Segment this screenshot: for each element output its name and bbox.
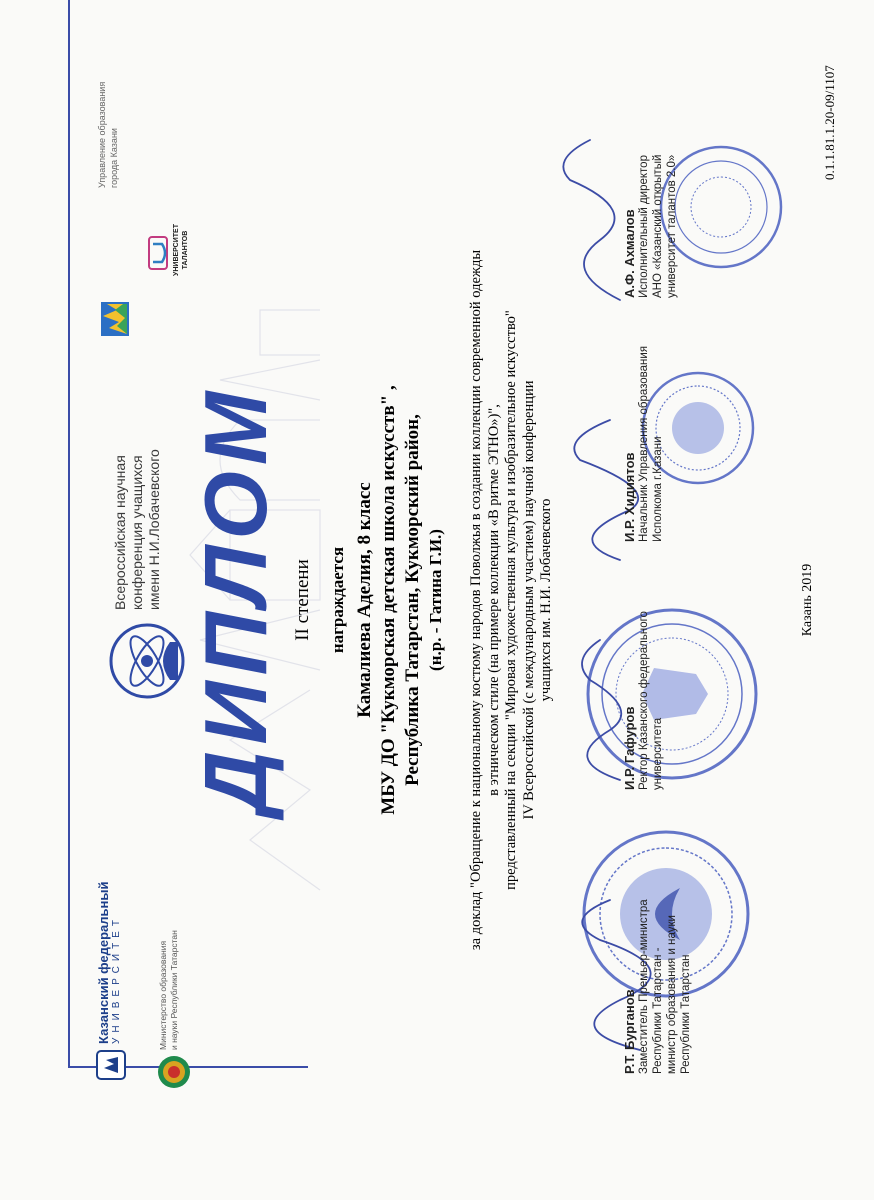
kazan-admin-line: Управление образования: [97, 81, 107, 188]
kfu-subtitle: УНИВЕРСИТЕТ: [111, 915, 122, 1044]
signer-title-line: университета: [652, 717, 664, 790]
ministry-line: и науки Республики Татарстан: [169, 930, 179, 1050]
signer-title-line: Ректор Казанского федерального: [638, 611, 650, 790]
recipient-name: Камалиева Аделия, 8 класс: [354, 482, 375, 718]
kfu-logo-icon: [96, 1050, 126, 1080]
conference-line: Всероссийская научная: [112, 455, 128, 610]
description-line: представленный на секции "Мировая художественная культура и изобразительное искусство": [503, 310, 519, 890]
supervisor: (н.р. - Гатина Г.И.): [426, 529, 445, 671]
signer-gafurov: [622, 611, 665, 790]
signer-name: И.Р. Гафуров: [622, 706, 637, 790]
signer-title-line: АНО «Казанский открытый: [652, 154, 664, 298]
signer-title-line: университет талантов 2.0»: [666, 154, 678, 298]
recipient-region: Республика Татарстан, Кукморский район,: [402, 414, 423, 786]
description-line: в этническом стиле (на примере коллекции «В ритме ЭТНО»)",: [485, 404, 502, 796]
ministry-line: Министерство образования: [158, 940, 168, 1050]
signer-title-line: Республики Татарстан: [680, 954, 692, 1074]
signer-title-line: Республики Татарстан -: [652, 947, 664, 1074]
recipient-organization: МБУ ДО "Кукморская детская школа искусств" ,: [378, 385, 399, 815]
frame-line-top: [68, 0, 70, 1068]
signer-title-line: Начальник Управления образования: [638, 345, 650, 542]
signer-title-line: Исполкома г.Казани: [652, 436, 664, 542]
description-line: за доклад "Обращение к национальному костюму народов Поволжья в создании коллекции современной одежды: [468, 249, 484, 951]
document-number: 0.1.1.81.1.20-09/1107: [822, 65, 837, 180]
signer-name: И.Р. Хидиятов: [622, 452, 637, 542]
signer-name: Р.Т. Бурганов: [622, 989, 637, 1074]
kazan-admin-line: города Казани: [109, 128, 119, 188]
ut-line: УНИВЕРСИТЕТ: [173, 224, 180, 276]
ministry-caption: [158, 930, 180, 1050]
city-year: Казань 2019: [800, 563, 815, 637]
conference-line: конференция учащихся: [129, 455, 145, 610]
signer-title-line: Исполнительный директор: [638, 155, 650, 298]
award-description: [468, 0, 556, 1200]
conference-logo-icon: [108, 622, 186, 700]
ut-line: ТАЛАНТОВ: [182, 230, 189, 270]
signer-title-line: Заместитель Премьер-министра: [638, 899, 650, 1074]
conference-name: [112, 449, 163, 610]
kfu-seal-stamp: [584, 606, 760, 782]
signer-title-line: министр образования и науки: [666, 915, 678, 1074]
conference-line: имени Н.И.Лобачевского: [146, 449, 162, 610]
signer-name: А.Ф. Ахмалов: [622, 209, 637, 298]
kfu-brand: [96, 882, 122, 1044]
kfu-name: Казанский федеральный: [96, 881, 111, 1044]
university-talents-logo-icon: [148, 236, 168, 270]
signer-akhmalov: [622, 155, 679, 298]
diploma-title: ДИПЛОМ: [186, 385, 285, 815]
awarded-label: награждается: [328, 546, 347, 654]
diploma-degree: II степени: [292, 559, 313, 641]
ministry-logo-icon: [156, 1054, 192, 1090]
signer-burganov: [622, 899, 693, 1074]
kazan-education-logo-icon: [95, 300, 133, 338]
kazan-education-caption: [96, 82, 120, 188]
description-line: учащихся им. Н.И. Лобачевского: [538, 498, 554, 702]
signer-khidiyatov: [622, 346, 665, 542]
description-line: IV Всероссийской (с международным участием) научной конференции: [520, 380, 537, 820]
